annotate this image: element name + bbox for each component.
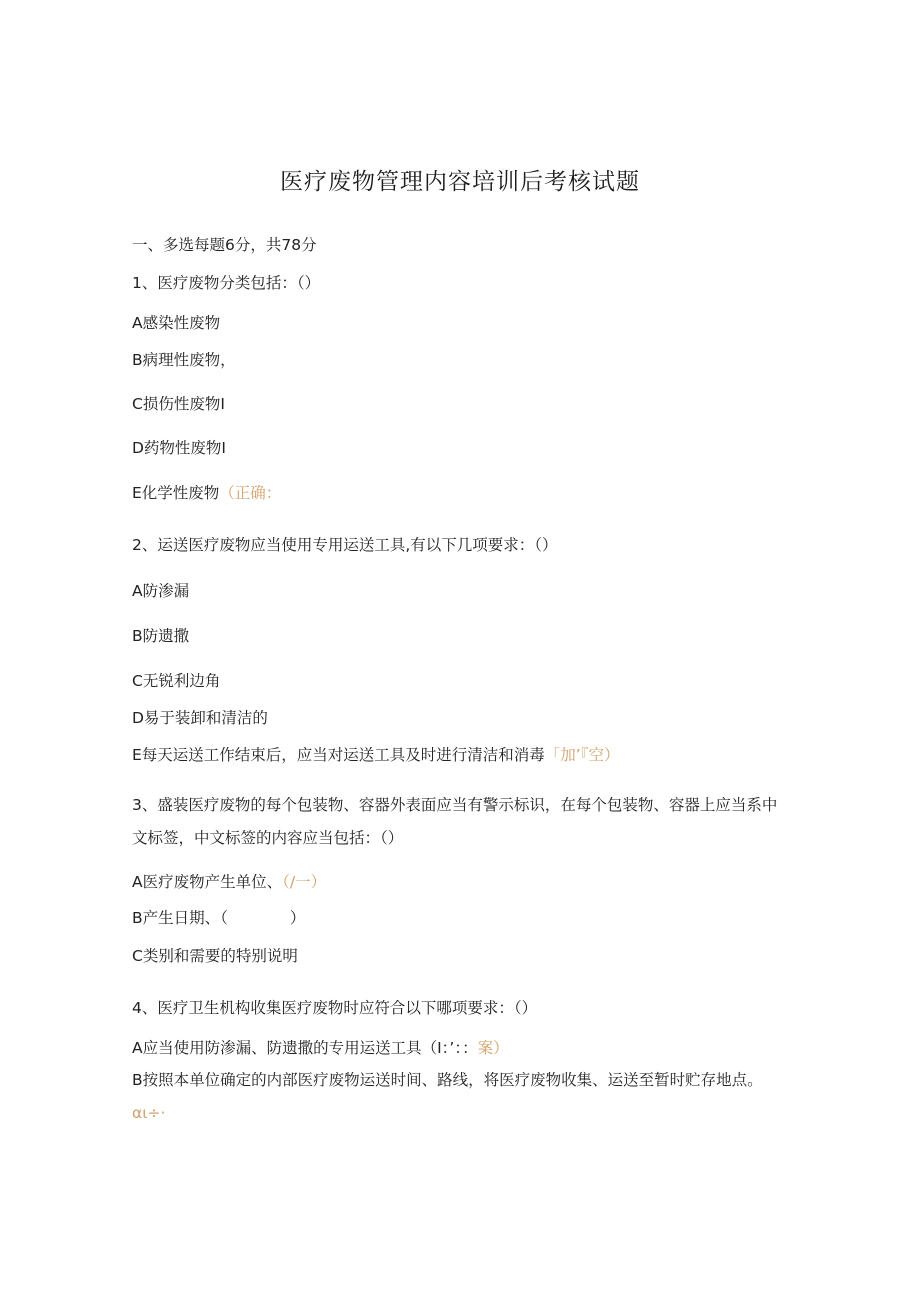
answer-mark: αι÷· [132,1104,166,1122]
answer-mark: （正确： [219,484,282,502]
question-1-option-a: A感染性废物 [132,314,221,332]
section-heading: 一、多选每题6分，共78分 [132,236,317,254]
question-1-option-e [132,482,782,504]
question-3-option-c: C类别和需要的特别说明 [132,947,298,965]
question-2-option-a: A防渗漏 [132,582,190,600]
question-4-stem: 4、医疗卫生机构收集医疗废物时应符合以下哪项要求：（） [132,999,538,1017]
question-4-option-a [132,1037,782,1059]
option-text: A应当使用防渗漏、防遗撒的专用运送工具 [132,1039,422,1057]
question-2-option-d: D易于装卸和清洁的 [132,709,268,727]
question-3-option-b: B产生日期、（ ） [132,909,306,927]
question-2-option-e [132,744,782,766]
question-3-stem: 3、盛装医疗废物的每个包装物、容器外表面应当有警示标识，在每个包装物、容器上应当系中文标签，中文标签的内容应当包括：（） [132,796,778,847]
option-text: E化学性废物 [132,484,220,502]
page-title: 医疗废物管理内容培训后考核试题 [280,169,640,195]
option-text: A医疗废物产生单位、 [132,873,283,891]
option-text: E每天运送工作结束后，应当对运送工具及时进行清洁和消毒 [132,746,545,764]
answer-mark: 案） [477,1039,509,1057]
question-1-stem: 1、医疗废物分类包括：（） [132,274,321,292]
question-3-option-a [132,871,782,893]
question-1-option-c: C损伤性废物I [132,395,225,413]
answer-mark: （/一） [282,873,327,891]
option-tail: （I：’：： [421,1039,478,1057]
option-text: B按照本单位确定的内部医疗废物运送时间、路线，将医疗废物收集、运送至暂时贮存地点。 [132,1071,763,1089]
question-1-option-d: D药物性废物I [132,439,227,457]
question-2-option-c: C无锐利边角 [132,672,221,690]
question-1-option-b: B病理性废物， [132,351,236,369]
question-4-option-b [132,1064,782,1130]
question-2-stem: 2、运送医疗废物应当使用专用运送工具,有以下几项要求：（） [132,536,558,554]
question-2-option-b: B防遗撒 [132,627,190,645]
answer-mark: 「加’『空） [544,746,620,764]
